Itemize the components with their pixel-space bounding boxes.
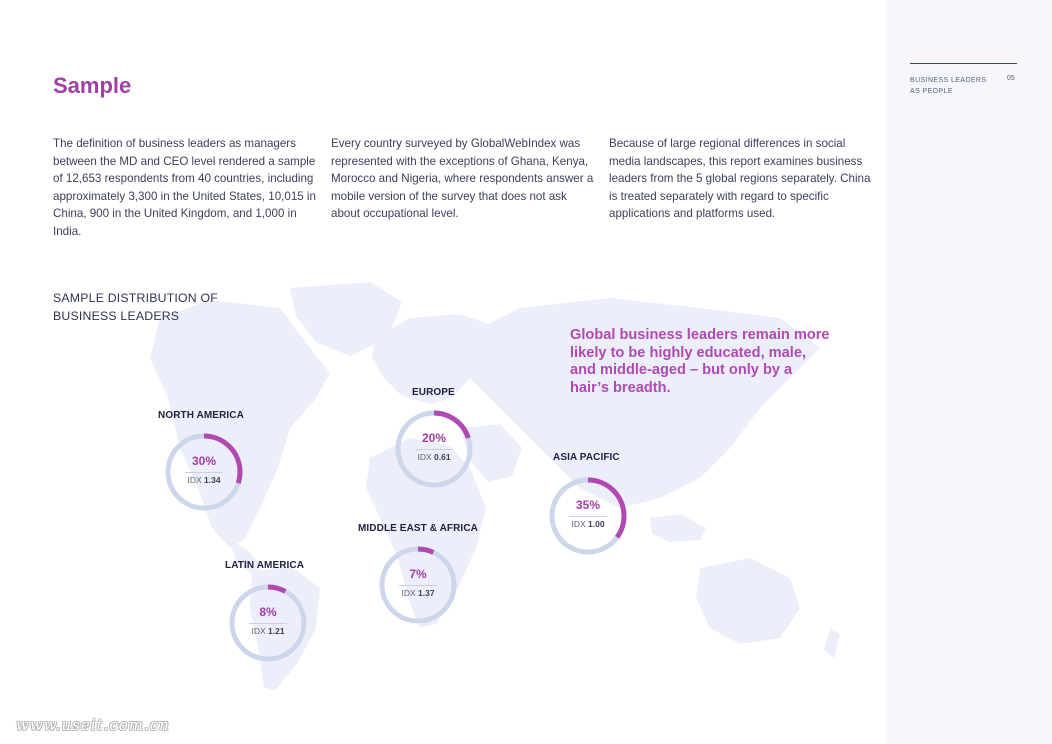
page-title: Sample	[53, 73, 132, 98]
donut-asia-pacific	[548, 476, 628, 556]
donut-divider	[249, 623, 287, 624]
idx-prefix: IDX	[251, 626, 266, 636]
sidebar-rule	[910, 63, 1017, 64]
donut-divider	[185, 472, 223, 473]
idx-value: 1.37	[418, 588, 435, 598]
intro-paragraph-3: Because of large regional differences in social media landscapes, this report examines business leaders from the 5 global regions separately. China is treated separately with regard to specific applications and platforms used.	[609, 137, 871, 221]
map-australia	[696, 558, 800, 644]
sidebar-panel	[886, 0, 1052, 744]
pull-quote: Global business leaders remain more likely to be highly educated, male, and middle-aged – but only by a hair’s breadth.	[570, 327, 830, 396]
intro-paragraph-1: The definition of business leaders as managers between the MD and CEO level rendered a sample of 12,653 respondents from 40 countries, including approximately 3,300 in the United States, 10,015 in China, 900 in the United Kingdom, and 1,000 in India.	[53, 137, 316, 238]
donut-index	[378, 588, 458, 598]
idx-value: 0.61	[434, 452, 451, 462]
page-number: 05	[1007, 75, 1015, 82]
donut-divider	[399, 585, 437, 586]
donut-latin-america	[228, 583, 308, 663]
donut-index	[164, 475, 244, 485]
idx-prefix: IDX	[417, 452, 432, 462]
donut-divider	[415, 449, 453, 450]
running-title: BUSINESS LEADERS AS PEOPLE	[910, 77, 987, 95]
region-label-latin-america: LATIN AMERICA	[225, 560, 305, 571]
donut-index	[394, 452, 474, 462]
idx-prefix: IDX	[401, 588, 416, 598]
donut-middle-east-africa	[378, 545, 458, 625]
donut-divider	[569, 516, 607, 517]
idx-prefix: IDX	[187, 475, 202, 485]
donut-index	[548, 519, 628, 529]
region-label-europe: EUROPE	[412, 387, 455, 398]
donut-index	[228, 626, 308, 636]
donut-percent: 35%	[575, 498, 601, 512]
donut-percent: 8%	[259, 605, 277, 619]
idx-value: 1.00	[588, 519, 605, 529]
region-label-asia-pacific: ASIA PACIFIC	[553, 452, 620, 463]
watermark: www.useit.com.cn	[16, 716, 170, 734]
donut-north-america	[164, 432, 244, 512]
donut-europe	[394, 409, 474, 489]
idx-prefix: IDX	[571, 519, 586, 529]
map-caption: SAMPLE DISTRIBUTION OF BUSINESS LEADERS	[53, 291, 218, 323]
donut-percent: 30%	[191, 454, 217, 468]
idx-value: 1.21	[268, 626, 285, 636]
donut-percent: 7%	[409, 567, 427, 581]
donut-percent: 20%	[421, 431, 447, 445]
region-label-middle-east-africa: MIDDLE EAST & AFRICA	[358, 523, 478, 534]
idx-value: 1.34	[204, 475, 221, 485]
region-label-north-america: NORTH AMERICA	[158, 410, 244, 421]
intro-paragraph-2: Every country surveyed by GlobalWebIndex was represented with the exceptions of Ghana, Kenya, Morocco and Nigeria, where respondents answer a mobile version of the survey that does not ask about occupational level.	[331, 137, 594, 221]
map-southeast-asia	[650, 514, 706, 542]
map-new-zealand	[824, 628, 840, 658]
